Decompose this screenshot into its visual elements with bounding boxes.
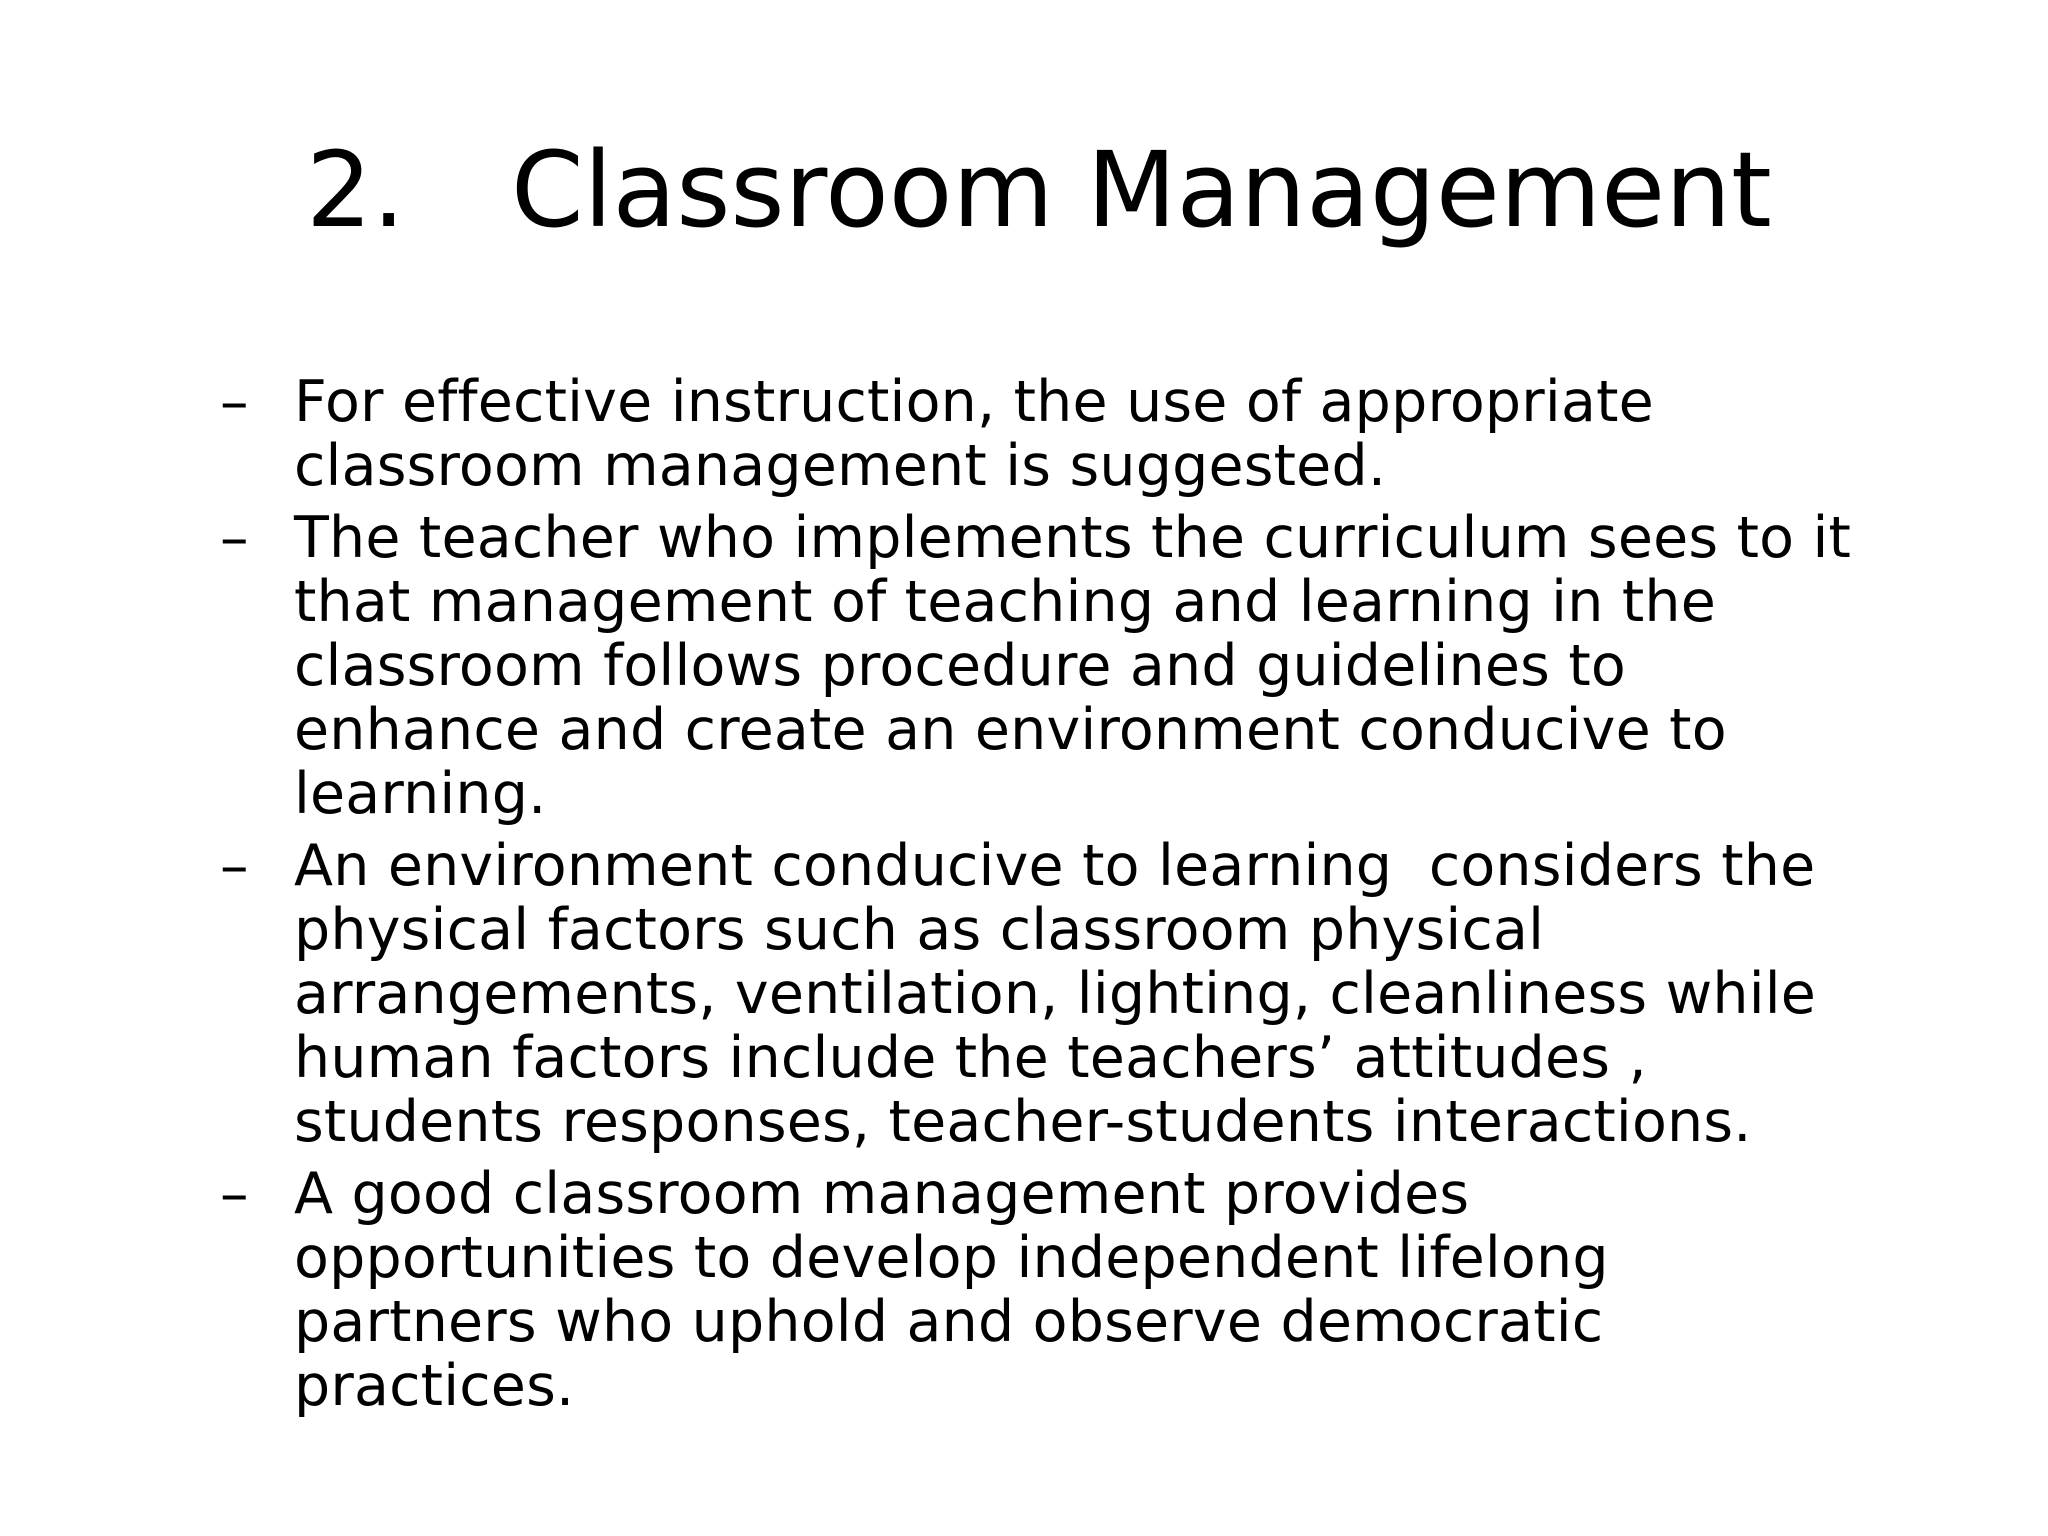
- bullet-item: [220, 834, 1920, 1154]
- bullet-line: A good classroom management provides: [294, 1161, 1470, 1227]
- bullet-line: partners who uphold and observe democratic: [294, 1289, 1604, 1355]
- bullet-item: [220, 370, 1920, 498]
- bullet-line: For effective instruction, the use of appropriate: [294, 369, 1654, 435]
- bullet-list: [220, 370, 1920, 1426]
- title-number: 2.: [306, 129, 406, 251]
- bullet-line: students responses, teacher-students interactions.: [294, 1089, 1752, 1155]
- bullet-line: physical factors such as classroom physical: [294, 897, 1545, 963]
- bullet-line: classroom follows procedure and guidelines to: [294, 633, 1626, 699]
- bullet-line: classroom management is suggested.: [294, 433, 1387, 499]
- dash-icon: –: [220, 1161, 249, 1227]
- bullet-line: The teacher who implements the curriculum sees to it: [294, 505, 1852, 571]
- title-text: Classroom Management: [511, 129, 1772, 251]
- bullet-line: that management of teaching and learning in the: [294, 569, 1716, 635]
- slide-title: [306, 125, 1772, 255]
- dash-icon: –: [220, 833, 249, 899]
- bullet-item: [220, 506, 1920, 826]
- dash-icon: –: [220, 369, 249, 435]
- bullet-line: enhance and create an environment conducive to: [294, 697, 1727, 763]
- bullet-line: human factors include the teachers’ attitudes ,: [294, 1025, 1647, 1091]
- bullet-line: arrangements, ventilation, lighting, cleanliness while: [294, 961, 1817, 1027]
- bullet-line: practices.: [294, 1353, 575, 1419]
- bullet-line: learning.: [294, 761, 547, 827]
- dash-icon: –: [220, 505, 249, 571]
- bullet-item: [220, 1162, 1920, 1418]
- bullet-line: opportunities to develop independent lifelong: [294, 1225, 1609, 1291]
- bullet-line: An environment conducive to learning considers the: [294, 833, 1816, 899]
